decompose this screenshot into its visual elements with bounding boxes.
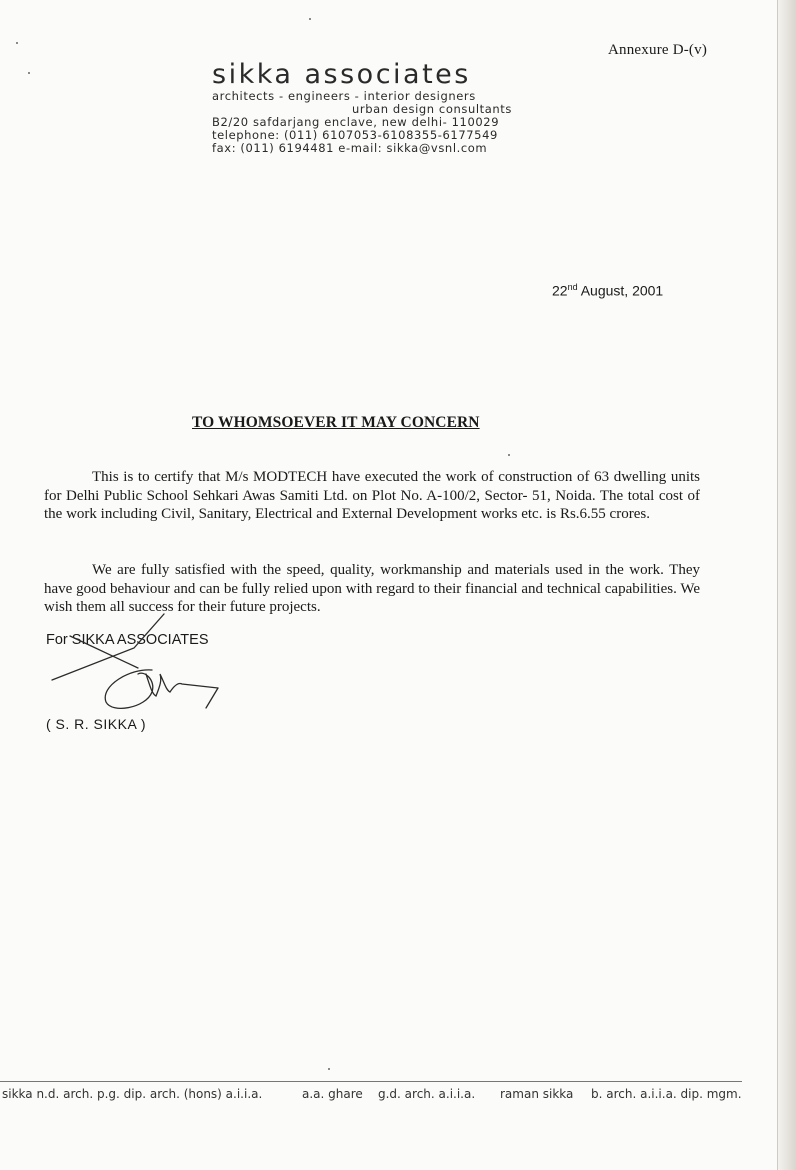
firm-name: sikka associates [212, 59, 471, 90]
scan-speck [309, 18, 311, 20]
date-rest: August, 2001 [577, 282, 664, 299]
letter-date [552, 282, 663, 299]
letterhead [212, 60, 522, 155]
footer-member-4: raman sikka [500, 1087, 574, 1101]
scan-speck [28, 72, 30, 74]
letter-heading: TO WHOMSOEVER IT MAY CONCERN [192, 414, 480, 431]
signatory-name: ( S. R. SIKKA ) [46, 716, 147, 732]
firm-fax-email: fax: (011) 6194481 e-mail: sikka@vsnl.com [212, 141, 488, 155]
firm-services: architects - engineers - interior designers [212, 89, 476, 103]
firm-specialty: urban design consultants [352, 102, 512, 116]
scan-speck [16, 42, 18, 44]
footer-member-5: b. arch. a.i.i.a. dip. mgm. [591, 1087, 742, 1101]
footer-rule [0, 1081, 742, 1082]
body-paragraph-1: This is to certify that M/s MODTECH have executed the work of construction of 63 dwelling units for Delhi Public School Sehkari Awas Samiti Ltd. on Plot No. A-100/2, Sector- 51, Noida. The total cost of the work including Civil, Sanitary, Electrical and External Development works etc. is Rs.6.55 crores. [44, 469, 700, 522]
closing-for-line: For SIKKA ASSOCIATES [46, 632, 209, 648]
firm-telephone: telephone: (011) 6107053-6108355-6177549 [212, 128, 498, 142]
footer-credentials [0, 1087, 742, 1105]
firm-address: B2/20 safdarjang enclave, new delhi- 110029 [212, 115, 500, 129]
footer-member-1: sikka n.d. arch. p.g. dip. arch. (hons) a.i.i.a. [2, 1087, 263, 1101]
scan-speck [508, 454, 510, 456]
signature-graphic [42, 608, 242, 718]
footer-member-3: g.d. arch. a.i.i.a. [378, 1087, 476, 1101]
date-suffix: nd [567, 282, 578, 292]
body-paragraph-2: We are fully satisfied with the speed, quality, workmanship and materials used in the work. They have good behaviour and can be fully relied upon with regard to their financial and technical capabilities. We wish them all success for their future projects. [44, 562, 700, 615]
annexure-label: Annexure D-(v) [608, 42, 708, 58]
footer-member-2: a.a. ghare [302, 1087, 363, 1101]
scan-speck [328, 1068, 330, 1070]
page-edge [777, 0, 796, 1170]
date-day: 22 [552, 282, 568, 299]
